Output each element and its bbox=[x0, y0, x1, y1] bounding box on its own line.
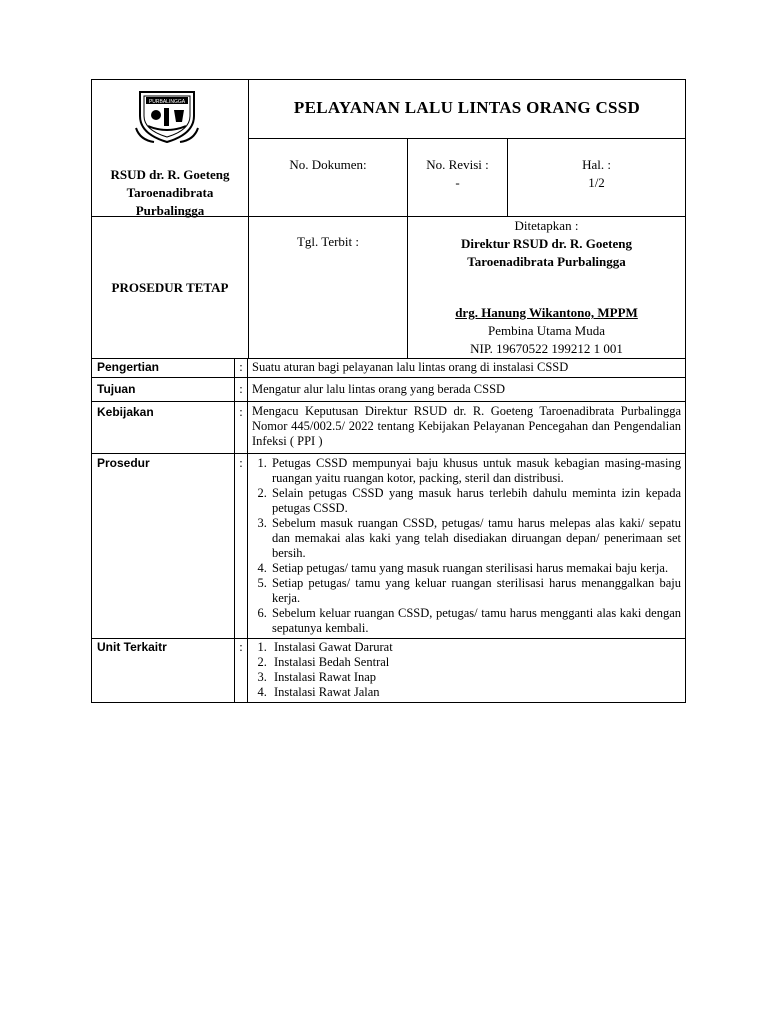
tujuan-label: Tujuan bbox=[92, 378, 235, 402]
ditetapkan-label: Ditetapkan : bbox=[514, 218, 579, 233]
page-cell bbox=[508, 139, 686, 217]
document-title: PELAYANAN LALU LINTAS ORANG CSSD bbox=[249, 80, 686, 139]
unit-terkait-cell bbox=[248, 639, 686, 703]
issue-date-cell bbox=[249, 217, 408, 359]
hospital-crest-logo bbox=[134, 88, 200, 144]
protap-label: PROSEDUR TETAP bbox=[111, 279, 229, 295]
approval-cell bbox=[408, 217, 686, 359]
hospital-name: RSUD dr. R. Goeteng Taroenadibrata Purbalingga bbox=[110, 167, 230, 218]
director-title-line2: Taroenadibrata Purbalingga bbox=[467, 254, 626, 269]
colon: : bbox=[235, 454, 248, 639]
signer-rank: Pembina Utama Muda bbox=[488, 323, 605, 338]
protap-cell bbox=[92, 217, 249, 359]
colon: : bbox=[235, 359, 248, 378]
unit-item: 3. Instalasi Rawat Inap bbox=[270, 670, 681, 685]
prosedur-item: 4. Setiap petugas/ tamu yang masuk ruangan sterilisasi harus memakai baju kerja. bbox=[270, 561, 681, 576]
prosedur-cell bbox=[248, 454, 686, 639]
issue-date-label: Tgl. Terbit : bbox=[296, 234, 360, 249]
colon: : bbox=[235, 378, 248, 402]
content-table bbox=[91, 358, 686, 703]
doc-number-label: No. Dokumen: bbox=[289, 157, 367, 172]
prosedur-item: 1. Petugas CSSD mempunyai baju khusus untuk masuk kebagian masing-masing ruangan yaitu ruangan kotor, packing, steril dan distribusi. bbox=[270, 456, 681, 486]
prosedur-list bbox=[252, 456, 681, 636]
row-pengertian bbox=[92, 359, 686, 378]
pengertian-label: Pengertian bbox=[92, 359, 235, 378]
hospital-cell bbox=[92, 80, 249, 217]
revision-value: - bbox=[455, 175, 460, 190]
colon: : bbox=[235, 639, 248, 703]
prosedur-item: 6. Sebelum keluar ruangan CSSD, petugas/ tamu harus mengganti alas kaki dengan sepatunya kembali. bbox=[270, 606, 681, 636]
revision-label: No. Revisi : bbox=[426, 157, 489, 172]
unit-terkait-list bbox=[248, 640, 681, 700]
unit-item: 4. Instalasi Rawat Jalan bbox=[270, 685, 681, 700]
logo-text: PURBALINGGA bbox=[148, 99, 186, 105]
row-kebijakan bbox=[92, 402, 686, 454]
director-title-line1: Direktur RSUD dr. R. Goeteng bbox=[461, 236, 632, 251]
pengertian-text: Suatu aturan bagi pelayanan lalu lintas orang di instalasi CSSD bbox=[248, 359, 686, 378]
signer-name: drg. Hanung Wikantono, MPPM bbox=[455, 305, 638, 320]
prosedur-item: 3. Sebelum masuk ruangan CSSD, petugas/ tamu harus melepas alas kaki/ sepatu dan memakai alas kaki yang telah disediakan diruangan depan/ penerimaan set bersih. bbox=[270, 516, 681, 561]
revision-cell bbox=[408, 139, 508, 217]
unit-terkait-label: Unit Terkaitr bbox=[92, 639, 235, 703]
prosedur-item: 5. Setiap petugas/ tamu yang keluar ruangan sterilisasi harus menanggalkan baju kerja. bbox=[270, 576, 681, 606]
colon: : bbox=[235, 402, 248, 454]
prosedur-label: Prosedur bbox=[92, 454, 235, 639]
row-tujuan bbox=[92, 378, 686, 402]
signer-nip: NIP. 19670522 199212 1 001 bbox=[470, 341, 623, 356]
unit-item: 1. Instalasi Gawat Darurat bbox=[270, 640, 681, 655]
tujuan-text: Mengatur alur lalu lintas orang yang berada CSSD bbox=[248, 378, 686, 402]
row-unit-terkait bbox=[92, 639, 686, 703]
kebijakan-label: Kebijakan bbox=[92, 402, 235, 454]
header-table bbox=[91, 79, 686, 359]
unit-item: 2. Instalasi Bedah Sentral bbox=[270, 655, 681, 670]
kebijakan-text: Mengacu Keputusan Direktur RSUD dr. R. Goeteng Taroenadibrata Purbalingga Nomor 445/002.5/ 2022 tentang Kebijakan Pelayanan Pencegahan dan Pengendalian Infeksi ( PPI ) bbox=[248, 402, 686, 454]
page-value: 1/2 bbox=[588, 175, 605, 190]
sop-document bbox=[91, 79, 685, 703]
row-prosedur bbox=[92, 454, 686, 639]
doc-number-cell bbox=[249, 139, 408, 217]
page-label: Hal. : bbox=[582, 157, 611, 172]
prosedur-item: 2. Selain petugas CSSD yang masuk harus terlebih dahulu meminta izin kepada petugas CSSD. bbox=[270, 486, 681, 516]
